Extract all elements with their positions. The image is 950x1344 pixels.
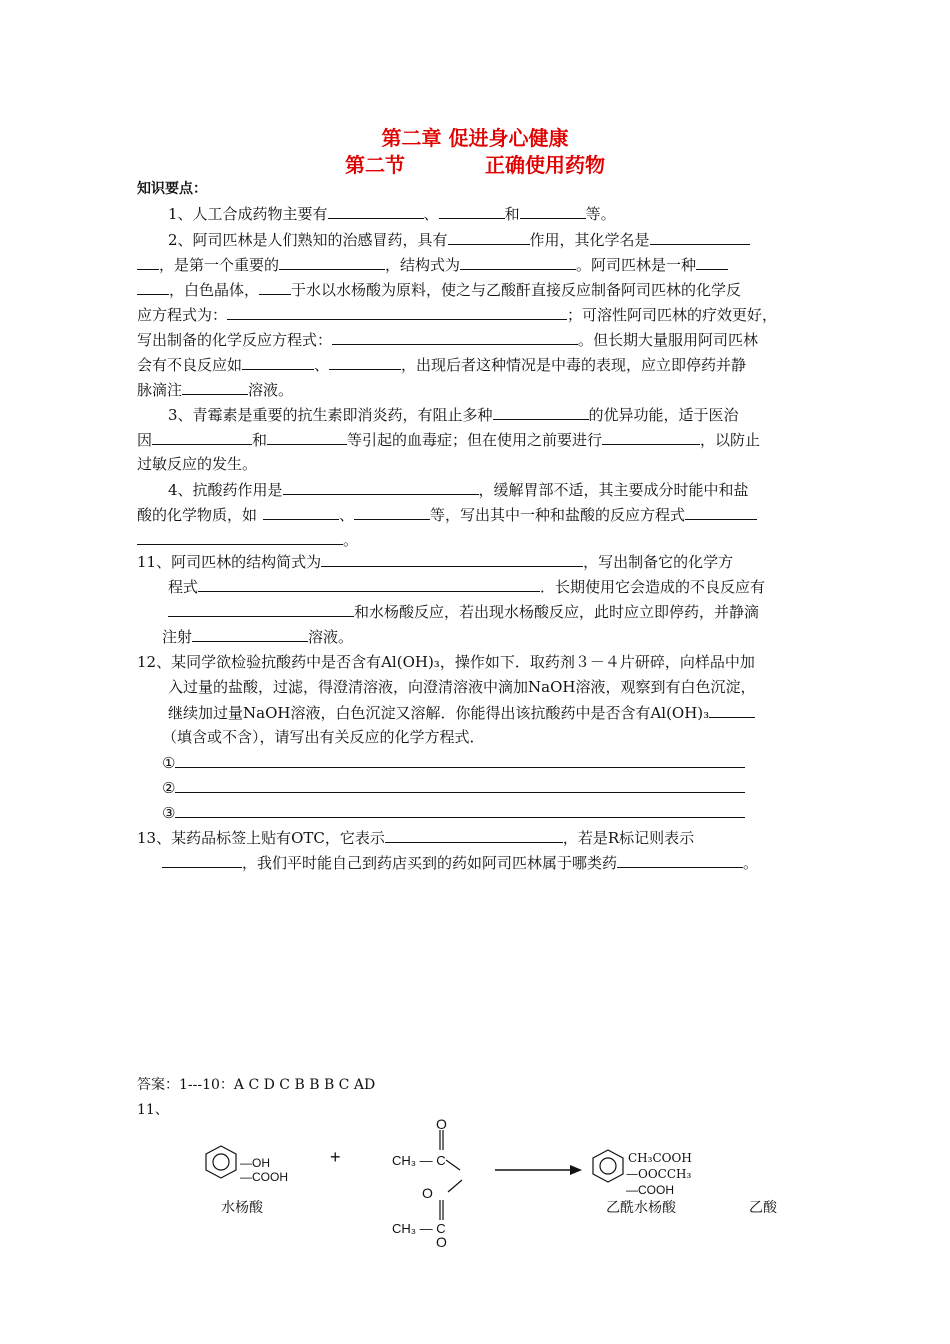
benzene-ring-icon xyxy=(206,1146,236,1178)
text: 、 xyxy=(339,506,355,524)
text: 脉滴注 xyxy=(137,381,183,399)
text: ；可溶性阿司匹林的疗效更好， xyxy=(567,306,778,324)
oh-group: —OH xyxy=(240,1156,270,1170)
text: ，是第一个重要的 xyxy=(159,256,280,274)
section-name: 正确使用药物 xyxy=(485,153,605,177)
text: 写出制备的化学反应方程式： xyxy=(137,331,333,349)
text: 继续加过量NaOH溶液，白色沉淀又溶解．你能得出该抗酸药中是否含有Al(OH)₃ xyxy=(168,704,710,722)
text: 2、阿司匹林是人们熟知的治感冒药，具有 xyxy=(168,231,448,249)
question-12-line-2: 入过量的盐酸，过滤，得澄清溶液，向澄清溶液中滴加NaOH溶液，观察到有白色沉淀， xyxy=(168,678,756,696)
knowledge-label: 知识要点： xyxy=(137,181,207,197)
text: 程式 xyxy=(168,578,199,596)
answer-line: 答案：1---10：A C D C B B B C AD xyxy=(137,1077,376,1093)
text: ，缓解胃部不适，其主要成分时能中和盐 xyxy=(478,481,749,499)
ch3c-top: CH₃ — C xyxy=(392,1153,446,1168)
text: 1、人工合成药物主要有 xyxy=(168,205,328,223)
cooh-group: —COOH xyxy=(240,1170,288,1184)
acetic-anhydride-bonds xyxy=(440,1130,462,1220)
text: ，白色晶体， xyxy=(169,281,260,299)
label-acetic-acid: 乙酸 xyxy=(749,1200,777,1216)
text: 等。 xyxy=(585,205,616,223)
oxygen-top: O xyxy=(436,1116,447,1132)
text: 和水杨酸反应，若出现水杨酸反应，此时应立即停药，并静滴 xyxy=(354,603,760,621)
reaction-arrow xyxy=(495,1165,582,1175)
question-3-line-3: 过敏反应的发生。 xyxy=(137,455,258,473)
text: 11、阿司匹林的结构简式为 xyxy=(137,553,322,571)
text: ，写出制备它的化学方 xyxy=(583,553,734,571)
text: 会有不良反应如 xyxy=(137,356,243,374)
ooccH3-group: —OOCCH₃ xyxy=(626,1167,692,1181)
text: 酸的化学物质，如 xyxy=(137,506,258,524)
plus-sign: + xyxy=(330,1147,341,1167)
question-12-line-4: （填含或不含），请写出有关反应的化学方程式． xyxy=(162,728,485,746)
text: 等引起的血毒症；但在使用之前要进行 xyxy=(347,431,603,449)
text: 4、抗酸药作用是 xyxy=(168,481,283,499)
text: ，结构式为 xyxy=(385,256,461,274)
section-number: 第二节 xyxy=(345,153,405,177)
oxygen-bridge: O xyxy=(422,1185,433,1201)
cooh-product-group: —COOH xyxy=(626,1183,674,1197)
benzene-ring-product-icon xyxy=(593,1150,623,1182)
question-12-line-1: 12、某同学欲检验抗酸药中是否含有Al(OH)₃，操作如下．取药剂３－４片研碎，向样品中加 xyxy=(137,653,755,671)
text: 应方程式为： xyxy=(137,306,228,324)
text: 注射 xyxy=(162,628,193,646)
label-salicylic-acid: 水杨酸 xyxy=(221,1200,263,1216)
text: ，出现后者这种情况是中毒的表现，应立即停药并静 xyxy=(401,356,747,374)
text: 作用，其化学名是 xyxy=(529,231,650,249)
text: 和 xyxy=(504,205,520,223)
answer-11-label: 11、 xyxy=(137,1102,169,1118)
text: 。阿司匹林是一种 xyxy=(576,256,697,274)
text: 3、青霉素是重要的抗生素即消炎药，有阻止多种 xyxy=(168,406,493,424)
label-acetylsalicylic-acid: 乙酰水杨酸 xyxy=(606,1200,676,1216)
text: ，若是R标记则表示 xyxy=(562,829,695,847)
text: ，以防止 xyxy=(700,431,761,449)
text: 于水以水杨酸为原料，使之与乙酸酐直接反应制备阿司匹林的化学反 xyxy=(291,281,742,299)
oxygen-bottom: O xyxy=(436,1234,447,1250)
text: ② xyxy=(162,779,176,797)
text: 和 xyxy=(252,431,268,449)
text: 。但长期大量服用阿司匹林 xyxy=(578,331,759,349)
text: 、 xyxy=(314,356,330,374)
chapter-title: 第二章 促进身心健康 xyxy=(381,126,569,150)
text: ③ xyxy=(162,804,176,822)
text: 溶液。 xyxy=(248,381,294,399)
text: 因 xyxy=(137,431,153,449)
text: 、 xyxy=(423,205,439,223)
text: 。 xyxy=(743,854,759,872)
ch3cooh-label: CH₃COOH xyxy=(628,1151,692,1165)
text: 13、某药品标签上贴有OTC，它表示 xyxy=(137,829,385,847)
text: 溶液。 xyxy=(308,628,354,646)
ch3c-bottom: CH₃ — C xyxy=(392,1221,446,1236)
text: ① xyxy=(162,754,176,772)
text: ．长期使用它会造成的不良反应有 xyxy=(540,578,766,596)
text: 等，写出其中一种和盐酸的反应方程式 xyxy=(430,506,686,524)
text: 。 xyxy=(343,531,359,549)
text: 的优异功能，适于医治 xyxy=(588,406,739,424)
text: ，我们平时能自己到药店买到的药如阿司匹林属于哪类药 xyxy=(242,854,618,872)
